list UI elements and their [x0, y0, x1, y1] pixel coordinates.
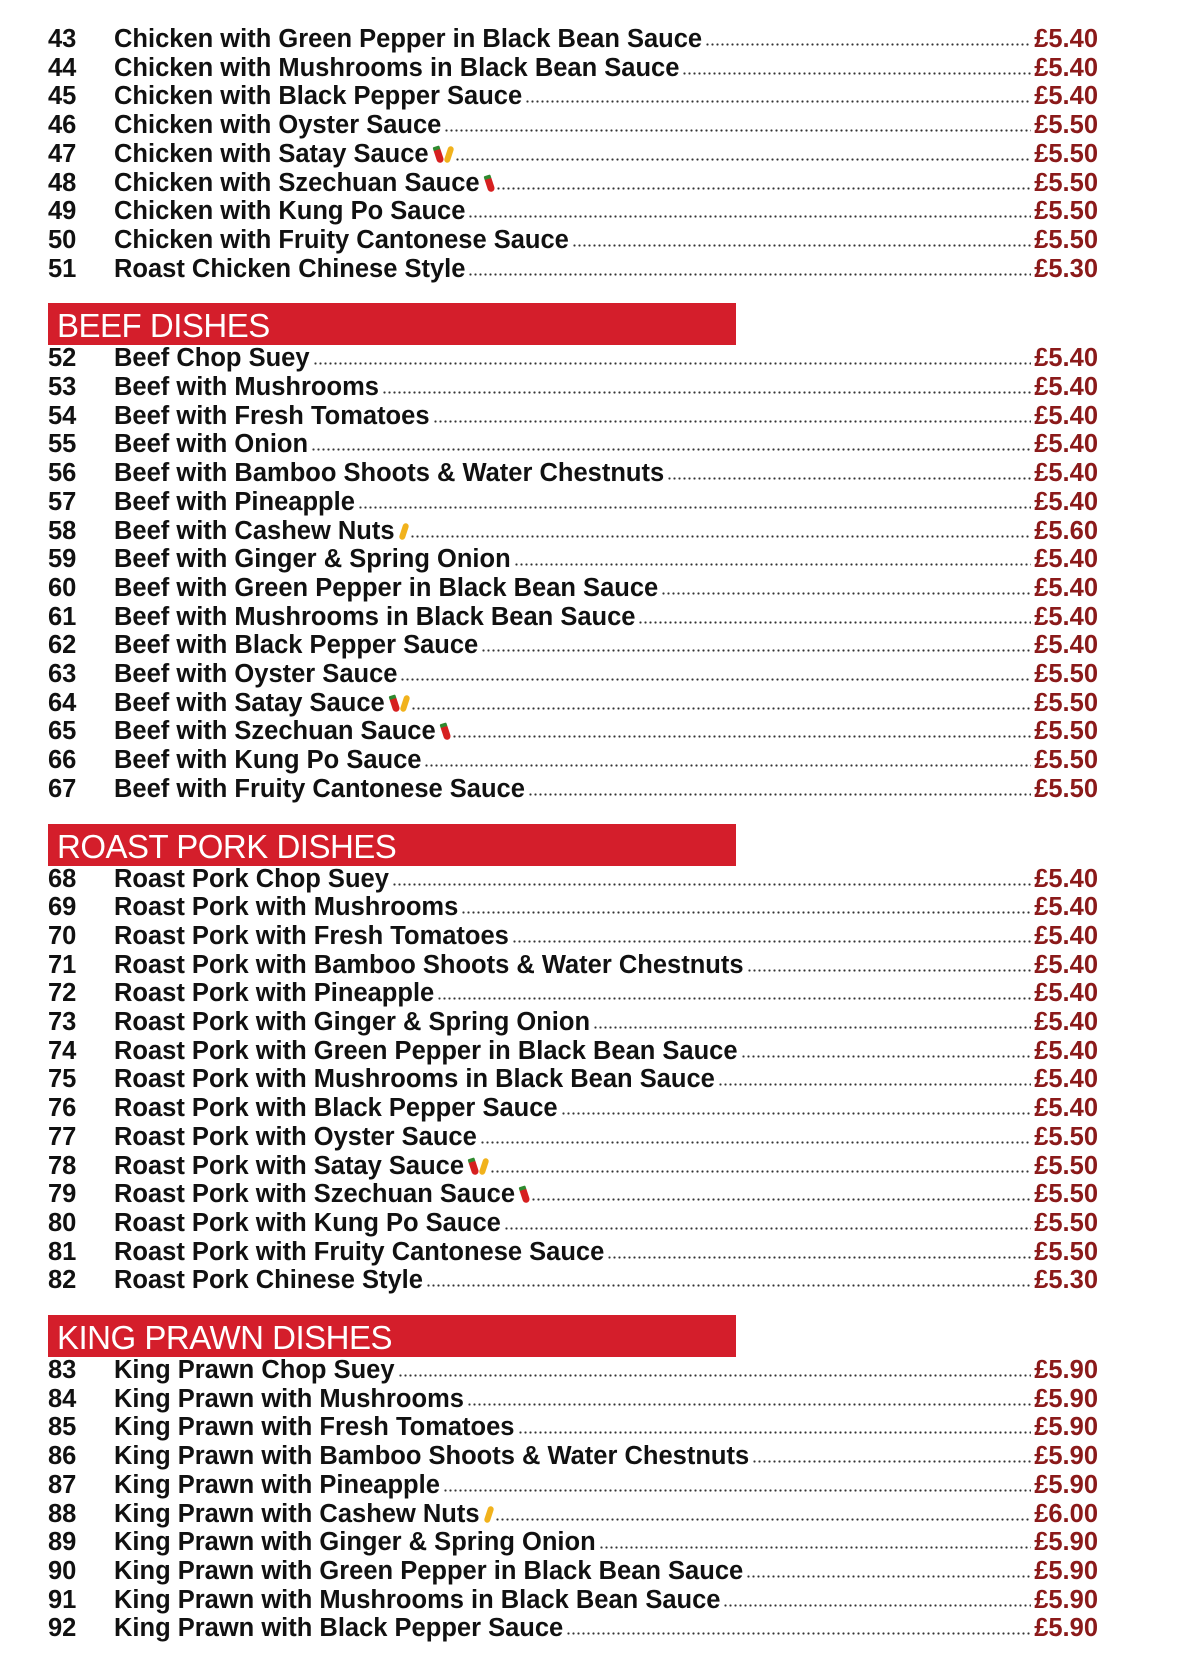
- item-number: 47: [48, 139, 77, 168]
- item-price: £5.40: [1034, 487, 1098, 516]
- menu-item: [48, 1267, 1098, 1294]
- menu-item: [48, 776, 1098, 803]
- menu-item: [48, 894, 1098, 921]
- item-name: Roast Pork Chop Suey: [114, 864, 389, 893]
- dot-leader: [426, 1283, 1031, 1288]
- item-name: Roast Pork with Mushrooms in Black Bean Sauce: [114, 1065, 715, 1094]
- section-title: BEEF DISHES: [57, 307, 270, 345]
- menu-item: [48, 518, 1098, 545]
- item-price: £5.30: [1034, 1266, 1098, 1295]
- item-number: 56: [48, 459, 77, 488]
- item-number: 73: [48, 1008, 77, 1036]
- item-name: Beef with Pineapple: [114, 487, 355, 516]
- item-price: £5.90: [1034, 1614, 1098, 1643]
- item-name: Beef with Ginger & Spring Onion: [114, 545, 511, 574]
- item-number: 54: [48, 401, 77, 430]
- menu-item: [48, 1095, 1098, 1122]
- item-price: £5.90: [1034, 1442, 1098, 1471]
- dot-leader: [480, 1140, 1031, 1145]
- menu-item: [48, 1038, 1098, 1065]
- dot-leader: [593, 1025, 1031, 1030]
- dot-leader: [411, 706, 1031, 711]
- dot-leader: [468, 272, 1031, 277]
- item-price: £5.40: [1034, 373, 1098, 401]
- nut-icon: [479, 1157, 490, 1175]
- menu-item: [48, 170, 1098, 197]
- item-number: 61: [48, 602, 77, 631]
- menu-item: [48, 980, 1098, 1007]
- item-number: 83: [48, 1356, 77, 1384]
- item-number: 81: [48, 1237, 77, 1266]
- item-number: 48: [48, 168, 77, 197]
- item-name: King Prawn with Fresh Tomatoes: [114, 1413, 515, 1442]
- item-number: 49: [48, 197, 77, 226]
- dot-leader: [400, 677, 1031, 682]
- item-number: 76: [48, 1094, 77, 1123]
- item-name: Beef with Black Pepper Sauce: [114, 631, 479, 660]
- menu-item: [48, 661, 1098, 688]
- item-number: 51: [48, 254, 77, 283]
- item-name: King Prawn with Mushrooms: [114, 1384, 464, 1413]
- item-number: 85: [48, 1413, 77, 1442]
- item-number: 90: [48, 1556, 77, 1585]
- item-name: Chicken with Szechuan Sauce: [114, 168, 480, 197]
- menu-item: [48, 690, 1098, 717]
- dot-leader: [358, 505, 1031, 510]
- item-name: King Prawn with Ginger & Spring Onion: [114, 1528, 596, 1557]
- chilli-icon: [388, 694, 400, 712]
- item-number: 55: [48, 430, 77, 459]
- dot-leader: [682, 71, 1031, 76]
- chilli-icon: [468, 1157, 480, 1175]
- item-price: £5.50: [1034, 1122, 1098, 1151]
- item-number: 71: [48, 950, 77, 979]
- dot-leader: [667, 476, 1031, 481]
- menu-item: [48, 575, 1098, 602]
- item-number: 69: [48, 893, 77, 922]
- dot-leader: [747, 968, 1032, 973]
- item-price: £5.90: [1034, 1470, 1098, 1499]
- dot-leader: [461, 910, 1031, 915]
- dot-leader: [504, 1226, 1031, 1231]
- item-price: £6.00: [1034, 1499, 1098, 1528]
- item-number: 87: [48, 1470, 77, 1499]
- menu-item: [48, 923, 1098, 950]
- item-number: 68: [48, 864, 77, 893]
- item-number: 64: [48, 688, 77, 717]
- item-number: 88: [48, 1499, 77, 1528]
- item-price: £5.40: [1034, 459, 1098, 488]
- item-number: 72: [48, 979, 77, 1008]
- item-name: Beef Chop Suey: [114, 344, 310, 373]
- item-icons: [470, 1153, 487, 1180]
- item-icons: [486, 1501, 492, 1528]
- menu-item: [48, 1009, 1098, 1036]
- menu-item: [48, 1558, 1098, 1585]
- item-price: £5.40: [1034, 344, 1098, 373]
- dot-leader: [410, 534, 1032, 539]
- item-price: £5.50: [1034, 139, 1098, 168]
- item-price: £5.30: [1034, 254, 1098, 283]
- section-title: KING PRAWN DISHES: [57, 1319, 392, 1356]
- nut-icon: [399, 694, 410, 712]
- item-price: £5.60: [1034, 516, 1098, 545]
- dot-leader: [392, 882, 1031, 887]
- item-name: Chicken with Black Pepper Sauce: [114, 82, 523, 111]
- item-name: Beef with Szechuan Sauce: [114, 717, 436, 746]
- item-price: £5.90: [1034, 1356, 1098, 1384]
- item-number: 62: [48, 631, 77, 660]
- item-name: Beef with Mushrooms in Black Bean Sauce: [114, 602, 636, 631]
- dot-leader: [752, 1459, 1031, 1464]
- item-price: £5.50: [1034, 168, 1098, 197]
- item-name: Roast Pork with Green Pepper in Black Bean Sauce: [114, 1036, 738, 1065]
- dot-leader: [718, 1082, 1031, 1087]
- menu-item: [48, 718, 1098, 745]
- dot-leader: [638, 620, 1031, 625]
- item-icons: [401, 518, 407, 545]
- item-number: 78: [48, 1151, 77, 1180]
- item-name: King Prawn Chop Suey: [114, 1356, 395, 1384]
- item-price: £5.50: [1034, 1151, 1098, 1180]
- dot-leader: [443, 1488, 1031, 1493]
- item-name: Roast Pork with Bamboo Shoots & Water Chestnuts: [114, 950, 744, 979]
- item-price: £5.50: [1034, 688, 1098, 717]
- dot-leader: [467, 1402, 1031, 1407]
- menu-item: [48, 460, 1098, 487]
- item-name: Roast Pork with Fruity Cantonese Sauce: [114, 1237, 605, 1266]
- item-name: King Prawn with Cashew Nuts: [114, 1499, 480, 1528]
- dot-leader: [572, 243, 1031, 248]
- item-price: £5.50: [1034, 1180, 1098, 1209]
- menu-item: [48, 604, 1098, 631]
- item-price: £5.50: [1034, 774, 1098, 803]
- item-number: 66: [48, 746, 77, 775]
- menu-item: [48, 1124, 1098, 1151]
- item-number: 89: [48, 1528, 77, 1557]
- item-icons: [435, 141, 452, 168]
- item-number: 82: [48, 1266, 77, 1295]
- menu-item: [48, 1443, 1098, 1470]
- item-price: £5.90: [1034, 1413, 1098, 1442]
- item-price: £5.40: [1034, 921, 1098, 950]
- item-price: £5.40: [1034, 864, 1098, 893]
- item-number: 91: [48, 1585, 77, 1614]
- menu-item: [48, 1239, 1098, 1266]
- chilli-icon: [483, 174, 495, 192]
- menu-item: [48, 112, 1098, 139]
- menu-item: [48, 546, 1098, 573]
- item-number: 75: [48, 1065, 77, 1094]
- item-price: £5.40: [1034, 979, 1098, 1008]
- dot-leader: [468, 214, 1031, 219]
- dot-leader: [705, 42, 1031, 47]
- dot-leader: [599, 1545, 1032, 1550]
- menu-item: [48, 866, 1098, 893]
- item-number: 84: [48, 1384, 77, 1413]
- item-price: £5.40: [1034, 1036, 1098, 1065]
- menu-item: [48, 1153, 1098, 1180]
- item-price: £5.50: [1034, 1237, 1098, 1266]
- item-number: 86: [48, 1442, 77, 1471]
- item-price: £5.50: [1034, 717, 1098, 746]
- item-number: 70: [48, 921, 77, 950]
- item-name: Chicken with Green Pepper in Black Bean Sauce: [114, 25, 703, 53]
- item-price: £5.40: [1034, 573, 1098, 602]
- item-name: Roast Pork with Szechuan Sauce: [114, 1180, 516, 1209]
- item-number: 59: [48, 545, 77, 574]
- item-number: 46: [48, 111, 77, 140]
- item-name: Roast Chicken Chinese Style: [114, 254, 466, 283]
- item-name: Roast Pork with Satay Sauce: [114, 1151, 465, 1180]
- menu-item: [48, 403, 1098, 430]
- item-number: 74: [48, 1036, 77, 1065]
- dot-leader: [525, 99, 1031, 104]
- dot-leader: [514, 562, 1032, 567]
- dot-leader: [661, 591, 1031, 596]
- dot-leader: [531, 1197, 1031, 1202]
- item-icons: [391, 690, 408, 717]
- item-name: Roast Pork with Pineapple: [114, 979, 435, 1008]
- item-name: Beef with Green Pepper in Black Bean Sauce: [114, 573, 659, 602]
- item-price: £5.40: [1034, 893, 1098, 922]
- item-price: £5.50: [1034, 660, 1098, 688]
- item-name: Chicken with Mushrooms in Black Bean Sauce: [114, 53, 680, 82]
- dot-leader: [518, 1430, 1032, 1435]
- menu-item: [48, 1529, 1098, 1556]
- item-number: 57: [48, 487, 77, 516]
- section-title: ROAST PORK DISHES: [57, 827, 397, 865]
- dot-leader: [723, 1603, 1031, 1608]
- item-price: £5.90: [1034, 1556, 1098, 1585]
- dot-leader: [452, 734, 1032, 739]
- item-name: Roast Pork with Ginger & Spring Onion: [114, 1008, 591, 1036]
- item-name: Roast Pork Chinese Style: [114, 1266, 423, 1295]
- item-number: 77: [48, 1122, 77, 1151]
- item-icons: [486, 170, 493, 197]
- dot-leader: [481, 648, 1031, 653]
- dot-leader: [607, 1255, 1031, 1260]
- menu-item: [48, 198, 1098, 225]
- item-number: 50: [48, 225, 77, 254]
- item-price: £5.40: [1034, 401, 1098, 430]
- item-name: King Prawn with Bamboo Shoots & Water Chestnuts: [114, 1442, 750, 1471]
- item-name: Beef with Kung Po Sauce: [114, 746, 422, 775]
- dot-leader: [444, 128, 1031, 133]
- item-price: £5.40: [1034, 1008, 1098, 1036]
- menu-item: [48, 1210, 1098, 1237]
- item-name: Beef with Oyster Sauce: [114, 660, 398, 688]
- item-icons: [521, 1181, 528, 1208]
- dot-leader: [437, 996, 1031, 1001]
- item-name: Beef with Fresh Tomatoes: [114, 401, 430, 430]
- item-number: 52: [48, 344, 77, 373]
- dot-leader: [495, 1517, 1032, 1522]
- menu-item: [48, 1501, 1098, 1528]
- item-name: Chicken with Kung Po Sauce: [114, 197, 466, 226]
- item-name: King Prawn with Black Pepper Sauce: [114, 1614, 564, 1643]
- item-price: £5.90: [1034, 1585, 1098, 1614]
- menu-item: [48, 374, 1098, 401]
- item-name: Chicken with Oyster Sauce: [114, 111, 442, 140]
- menu-item: [48, 256, 1098, 283]
- item-name: King Prawn with Green Pepper in Black Bean Sauce: [114, 1556, 744, 1585]
- item-name: Roast Pork with Mushrooms: [114, 893, 459, 922]
- menu-item: [48, 26, 1098, 53]
- item-name: King Prawn with Pineapple: [114, 1470, 440, 1499]
- section-header: [48, 303, 736, 345]
- item-price: £5.40: [1034, 950, 1098, 979]
- item-price: £5.40: [1034, 430, 1098, 459]
- nut-icon: [398, 522, 409, 540]
- item-name: Roast Pork with Fresh Tomatoes: [114, 921, 509, 950]
- menu-item: [48, 55, 1098, 82]
- item-price: £5.90: [1034, 1384, 1098, 1413]
- item-price: £5.50: [1034, 1208, 1098, 1237]
- dot-leader: [433, 419, 1032, 424]
- menu-item: [48, 1472, 1098, 1499]
- dot-leader: [311, 447, 1031, 452]
- item-name: Beef with Mushrooms: [114, 373, 379, 401]
- item-name: Roast Pork with Black Pepper Sauce: [114, 1094, 558, 1123]
- item-number: 92: [48, 1614, 77, 1643]
- menu-item: [48, 227, 1098, 254]
- dot-leader: [566, 1631, 1031, 1636]
- item-name: Roast Pork with Kung Po Sauce: [114, 1208, 501, 1237]
- item-number: 80: [48, 1208, 77, 1237]
- item-number: 67: [48, 774, 77, 803]
- item-name: Chicken with Fruity Cantonese Sauce: [114, 225, 569, 254]
- item-price: £5.40: [1034, 545, 1098, 574]
- item-name: Beef with Onion: [114, 430, 309, 459]
- chilli-icon: [432, 145, 444, 163]
- item-number: 45: [48, 82, 77, 111]
- dot-leader: [496, 186, 1032, 191]
- menu-item: [48, 141, 1098, 168]
- menu-item: [48, 1386, 1098, 1413]
- menu-item: [48, 1414, 1098, 1441]
- dot-leader: [455, 157, 1032, 162]
- menu-item: [48, 1587, 1098, 1614]
- item-price: £5.40: [1034, 1065, 1098, 1094]
- menu-item: [48, 431, 1098, 458]
- menu-item: [48, 83, 1098, 110]
- item-number: 43: [48, 25, 77, 53]
- menu-item: [48, 632, 1098, 659]
- item-price: £5.40: [1034, 1094, 1098, 1123]
- menu-item: [48, 1066, 1098, 1093]
- dot-leader: [512, 939, 1031, 944]
- dot-leader: [746, 1574, 1031, 1579]
- section-header: [48, 1315, 736, 1357]
- menu-item: [48, 1181, 1098, 1208]
- dot-leader: [424, 763, 1031, 768]
- item-name: Roast Pork with Oyster Sauce: [114, 1122, 477, 1151]
- dot-leader: [561, 1111, 1032, 1116]
- section-header: [48, 824, 736, 866]
- item-name: Beef with Cashew Nuts: [114, 516, 395, 545]
- item-price: £5.90: [1034, 1528, 1098, 1557]
- dot-leader: [398, 1373, 1032, 1378]
- item-price: £5.40: [1034, 82, 1098, 111]
- item-number: 53: [48, 373, 77, 401]
- menu-item: [48, 747, 1098, 774]
- dot-leader: [528, 792, 1031, 797]
- item-number: 58: [48, 516, 77, 545]
- menu-item: [48, 1615, 1098, 1642]
- item-name: Beef with Bamboo Shoots & Water Chestnuts: [114, 459, 665, 488]
- item-price: £5.50: [1034, 225, 1098, 254]
- item-price: £5.50: [1034, 197, 1098, 226]
- item-price: £5.40: [1034, 53, 1098, 82]
- chilli-icon: [519, 1186, 531, 1204]
- item-icons: [442, 718, 449, 745]
- dot-leader: [313, 361, 1032, 366]
- item-name: Beef with Satay Sauce: [114, 688, 385, 717]
- item-name: Chicken with Satay Sauce: [114, 139, 429, 168]
- menu-item: [48, 952, 1098, 979]
- item-number: 63: [48, 660, 77, 688]
- item-number: 65: [48, 717, 77, 746]
- item-price: £5.40: [1034, 25, 1098, 53]
- item-price: £5.50: [1034, 746, 1098, 775]
- menu-item: [48, 1357, 1098, 1384]
- item-price: £5.50: [1034, 111, 1098, 140]
- dot-leader: [741, 1054, 1032, 1059]
- item-number: 79: [48, 1180, 77, 1209]
- nut-icon: [443, 145, 454, 163]
- menu-item: [48, 345, 1098, 372]
- menu-item: [48, 489, 1098, 516]
- dot-leader: [382, 390, 1031, 395]
- chilli-icon: [439, 723, 451, 741]
- item-number: 60: [48, 573, 77, 602]
- item-name: King Prawn with Mushrooms in Black Bean Sauce: [114, 1585, 721, 1614]
- item-price: £5.40: [1034, 631, 1098, 660]
- nut-icon: [483, 1505, 494, 1523]
- item-number: 44: [48, 53, 77, 82]
- item-name: Beef with Fruity Cantonese Sauce: [114, 774, 525, 803]
- dot-leader: [490, 1169, 1031, 1174]
- item-price: £5.40: [1034, 602, 1098, 631]
